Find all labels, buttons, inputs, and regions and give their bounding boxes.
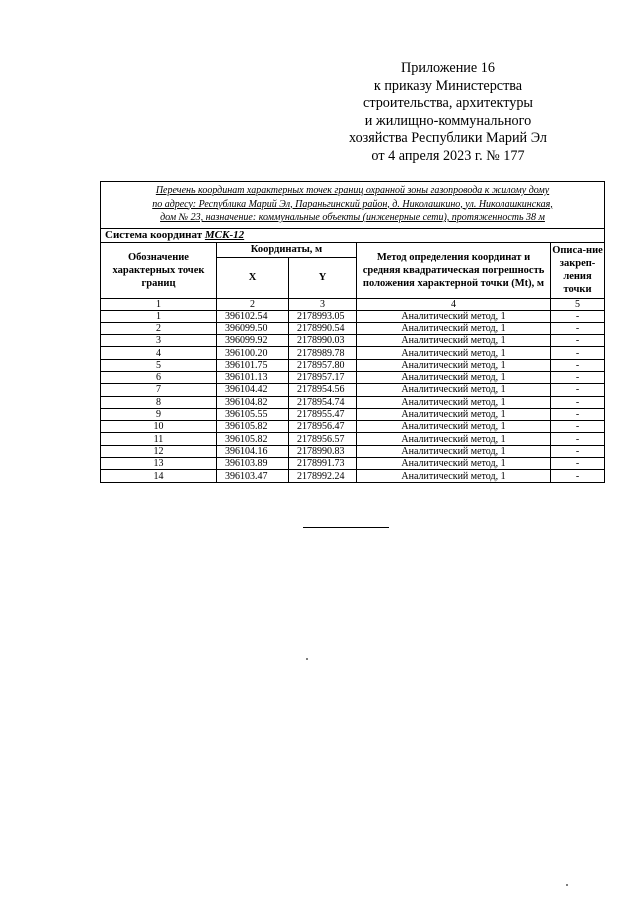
title-row <box>101 182 605 229</box>
x-coordinate-cell: 396103.47 <box>217 470 289 482</box>
point-number-cell: 1 <box>101 310 217 322</box>
point-number-cell: 12 <box>101 445 217 457</box>
table-row <box>101 445 605 457</box>
fixing-cell: - <box>551 310 605 322</box>
column-number: 5 <box>551 298 605 310</box>
method-cell: Аналитический метод, 1 <box>357 322 551 334</box>
header-line: строительства, архитектуры <box>363 95 533 112</box>
header-line: хозяйства Республики Марий Эл <box>349 130 547 147</box>
coordinate-system <box>101 228 605 242</box>
header-line: Приложение 16 <box>401 60 495 76</box>
table-row <box>101 335 605 347</box>
column-number: 3 <box>289 298 357 310</box>
method-cell: Аналитический метод, 1 <box>357 433 551 445</box>
fixing-cell: - <box>551 445 605 457</box>
x-coordinate-cell: 396104.42 <box>217 384 289 396</box>
header-line: от 4 апреля 2023 г. № 177 <box>371 147 525 164</box>
table-title-line: дом № 23, назначение: коммунальные объекты (инженерные сети), протяженность 38 м <box>160 212 545 223</box>
x-coordinate-cell: 396101.75 <box>217 359 289 371</box>
table-row <box>101 359 605 371</box>
appendix-header <box>328 60 568 166</box>
header-fixing: Описа-ние закреп-ления точки <box>551 242 605 298</box>
x-coordinate-cell: 396105.82 <box>217 433 289 445</box>
method-cell: Аналитический метод, 1 <box>357 470 551 482</box>
header-method: Метод определения координат и средняя квадратическая погрешность положения характерной точки (Mt), м <box>357 242 551 298</box>
table-body <box>101 182 605 483</box>
table-row <box>101 470 605 482</box>
method-cell: Аналитический метод, 1 <box>357 408 551 420</box>
scan-speck <box>566 884 568 886</box>
x-coordinate-cell: 396102.54 <box>217 310 289 322</box>
method-cell: Аналитический метод, 1 <box>357 396 551 408</box>
coordinate-system-name: МСК-12 <box>204 229 245 241</box>
fixing-cell: - <box>551 458 605 470</box>
coordinates-table <box>100 181 605 483</box>
x-coordinate-cell: 396101.13 <box>217 371 289 383</box>
point-number-cell: 13 <box>101 458 217 470</box>
signature-line <box>303 527 389 528</box>
header-line: к приказу Министерства <box>373 77 523 94</box>
y-coordinate-cell: 2178956.57 <box>289 433 357 445</box>
table-row <box>101 310 605 322</box>
table-row <box>101 347 605 359</box>
x-coordinate-cell: 396104.16 <box>217 445 289 457</box>
table-row <box>101 384 605 396</box>
column-number: 4 <box>357 298 551 310</box>
y-coordinate-cell: 2178989.78 <box>289 347 357 359</box>
y-coordinate-cell: 2178993.05 <box>289 310 357 322</box>
table-row <box>101 396 605 408</box>
table-row <box>101 408 605 420</box>
fixing-cell: - <box>551 396 605 408</box>
header-designation: Обозначение характерных точек границ <box>101 242 217 298</box>
header-coordinates: Координаты, м <box>217 242 357 257</box>
x-coordinate-cell: 396104.82 <box>217 396 289 408</box>
point-number-cell: 8 <box>101 396 217 408</box>
fixing-cell: - <box>551 371 605 383</box>
y-coordinate-cell: 2178990.54 <box>289 322 357 334</box>
point-number-cell: 10 <box>101 421 217 433</box>
y-coordinate-cell: 2178957.80 <box>289 359 357 371</box>
point-number-cell: 3 <box>101 335 217 347</box>
table-row <box>101 433 605 445</box>
fixing-cell: - <box>551 470 605 482</box>
fixing-cell: - <box>551 421 605 433</box>
method-cell: Аналитический метод, 1 <box>357 458 551 470</box>
point-number-cell: 9 <box>101 408 217 420</box>
fixing-cell: - <box>551 347 605 359</box>
point-number-cell: 2 <box>101 322 217 334</box>
method-cell: Аналитический метод, 1 <box>357 421 551 433</box>
y-coordinate-cell: 2178991.73 <box>289 458 357 470</box>
table-row <box>101 458 605 470</box>
column-number-row <box>101 298 605 310</box>
table-title-line: по адресу: Республика Марий Эл, Параньгинский район, д. Николашкино, ул. Николашкинская, <box>152 198 553 210</box>
point-number-cell: 4 <box>101 347 217 359</box>
header-line: и жилищно-коммунального <box>364 112 532 129</box>
fixing-cell: - <box>551 433 605 445</box>
y-coordinate-cell: 2178954.74 <box>289 396 357 408</box>
fixing-cell: - <box>551 384 605 396</box>
point-number-cell: 6 <box>101 371 217 383</box>
method-cell: Аналитический метод, 1 <box>357 310 551 322</box>
point-number-cell: 5 <box>101 359 217 371</box>
x-coordinate-cell: 396105.55 <box>217 408 289 420</box>
x-coordinate-cell: 396100.20 <box>217 347 289 359</box>
x-coordinate-cell: 396103.89 <box>217 458 289 470</box>
scan-speck <box>306 658 308 660</box>
system-row <box>101 228 605 242</box>
y-coordinate-cell: 2178992.24 <box>289 470 357 482</box>
fixing-cell: - <box>551 322 605 334</box>
method-cell: Аналитический метод, 1 <box>357 347 551 359</box>
point-number-cell: 7 <box>101 384 217 396</box>
point-number-cell: 11 <box>101 433 217 445</box>
y-coordinate-cell: 2178956.47 <box>289 421 357 433</box>
header-row <box>101 242 605 257</box>
fixing-cell: - <box>551 408 605 420</box>
method-cell: Аналитический метод, 1 <box>357 371 551 383</box>
column-number: 1 <box>101 298 217 310</box>
point-number-cell: 14 <box>101 470 217 482</box>
fixing-cell: - <box>551 335 605 347</box>
method-cell: Аналитический метод, 1 <box>357 359 551 371</box>
table-row <box>101 322 605 334</box>
table-title-line: Перечень координат характерных точек границ охранной зоны газопровода к жилому дому <box>155 185 550 196</box>
fixing-cell: - <box>551 359 605 371</box>
x-coordinate-cell: 396105.82 <box>217 421 289 433</box>
coordinate-system-label: Система координат <box>105 229 203 241</box>
method-cell: Аналитический метод, 1 <box>357 384 551 396</box>
y-coordinate-cell: 2178990.03 <box>289 335 357 347</box>
x-coordinate-cell: 396099.92 <box>217 335 289 347</box>
table-row <box>101 371 605 383</box>
column-number: 2 <box>217 298 289 310</box>
header-x: X <box>217 257 289 298</box>
method-cell: Аналитический метод, 1 <box>357 445 551 457</box>
y-coordinate-cell: 2178990.83 <box>289 445 357 457</box>
method-cell: Аналитический метод, 1 <box>357 335 551 347</box>
y-coordinate-cell: 2178957.17 <box>289 371 357 383</box>
table-title <box>101 182 605 229</box>
x-coordinate-cell: 396099.50 <box>217 322 289 334</box>
header-y: Y <box>289 257 357 298</box>
y-coordinate-cell: 2178955.47 <box>289 408 357 420</box>
table-row <box>101 421 605 433</box>
y-coordinate-cell: 2178954.56 <box>289 384 357 396</box>
